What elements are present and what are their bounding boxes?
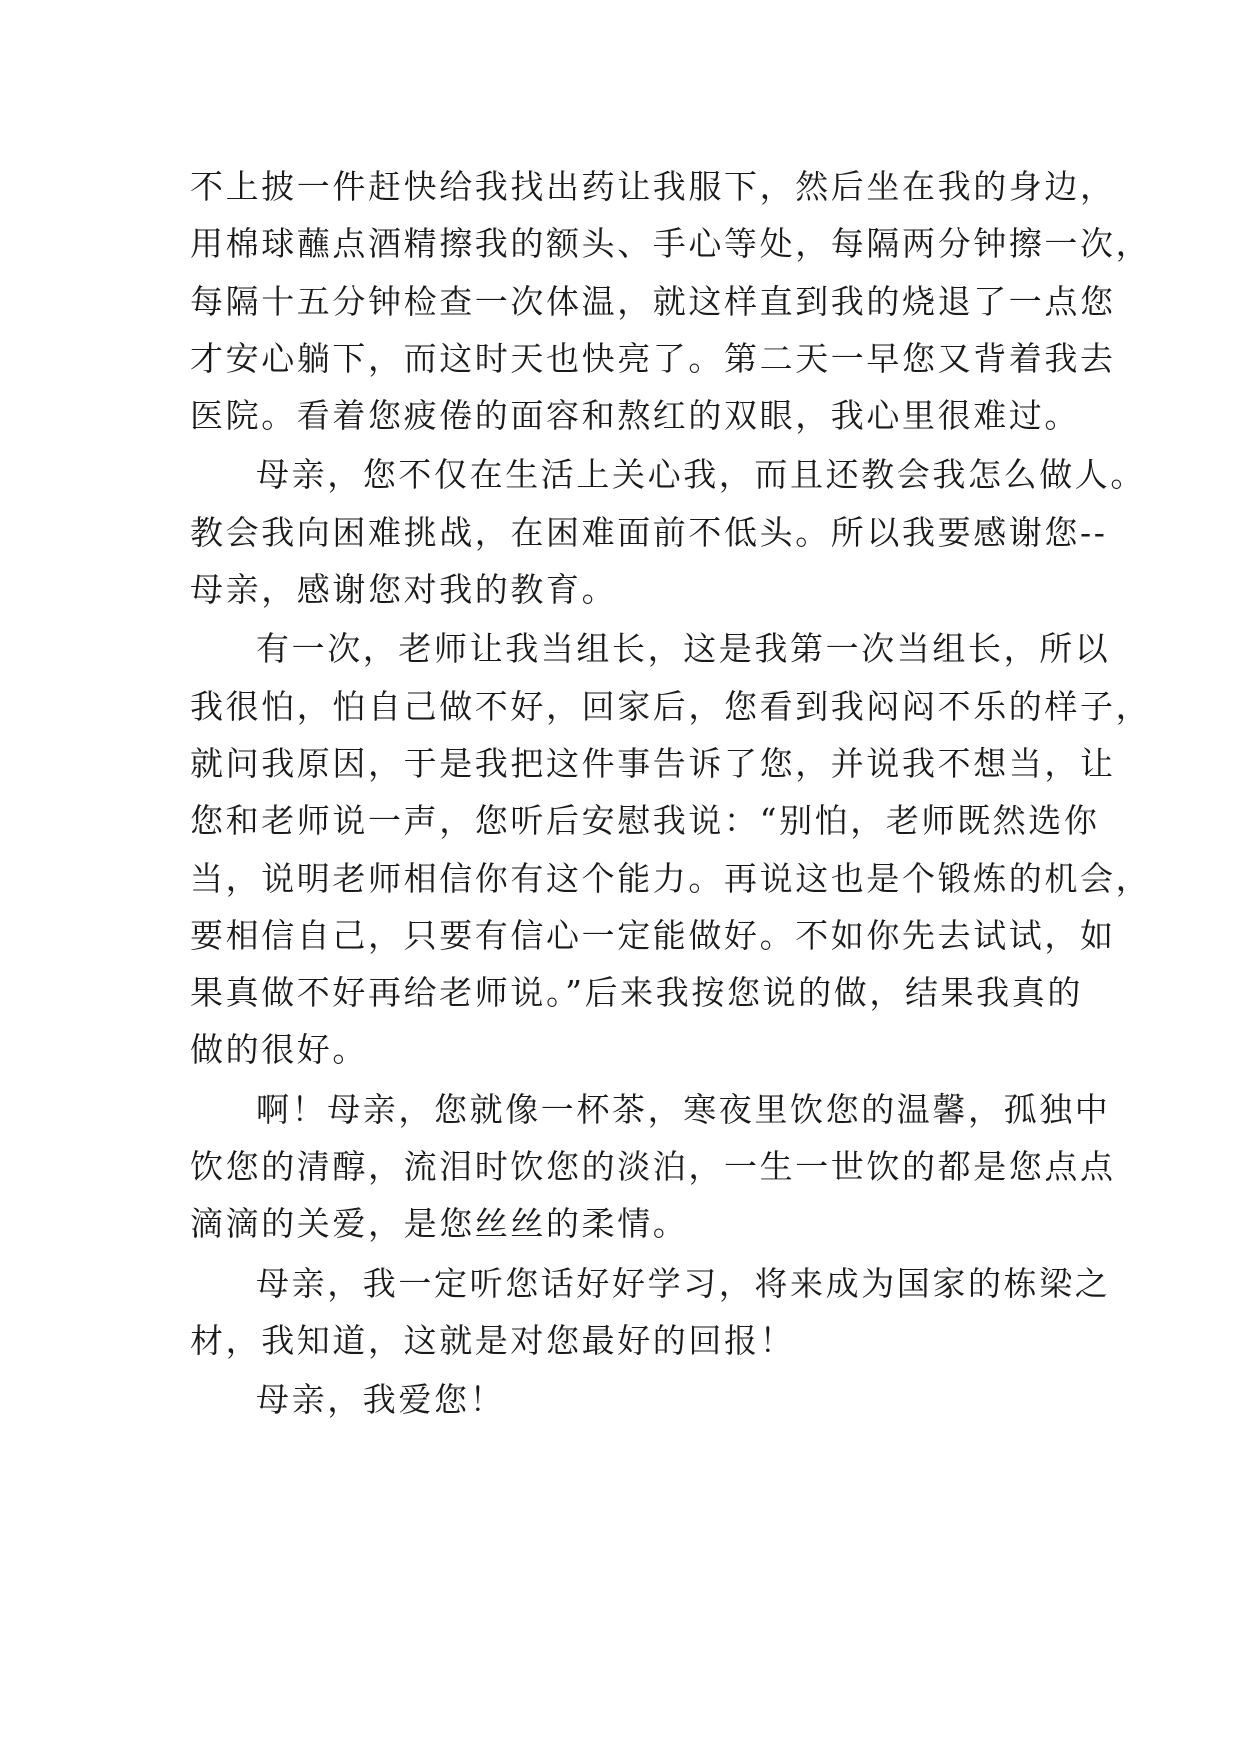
text-line-19: 滴滴的关爱，是您丝丝的柔情。 — [190, 1204, 689, 1244]
text-line-17: 啊！母亲，您就像一杯茶，寒夜里饮您的温馨，孤独中 — [256, 1089, 1111, 1129]
text-line-7: 教会我向困难挑战，在困难面前不低头。所以我要感谢您-- — [190, 512, 1108, 552]
text-line-4: 才安心躺下，而这时天也快亮了。第二天一早您又背着我去 — [190, 338, 1116, 378]
text-line-20: 母亲，我一定听您话好好学习，将来成为国家的栋梁之 — [256, 1263, 1111, 1303]
text-line-6: 母亲，您不仅在生活上关心我，而且还教会我怎么做人。 — [256, 455, 1146, 495]
text-line-1: 不上披一件赶快给我找出药让我服下，然后坐在我的身边， — [190, 167, 1116, 206]
text-line-12: 您和老师说一声，您听后安慰我说：“别怕，老师既然选你 — [190, 801, 1100, 841]
text-line-21: 材，我知道，这就是对您最好的回报！ — [190, 1320, 796, 1360]
text-line-11: 就问我原因，于是我把这件事告诉了您，并说我不想当，让 — [190, 743, 1116, 783]
text-line-13: 当，说明老师相信你有这个能力。再说这也是个锻炼的机会， — [190, 858, 1152, 898]
text-line-3: 每隔十五分钟检查一次体温，就这样直到我的烧退了一点您 — [190, 281, 1116, 321]
text-line-15: 果真做不好再给老师说。”后来我按您说的做，结果我真的 — [190, 973, 1083, 1013]
text-line-9: 有一次，老师让我当组长，这是我第一次当组长，所以 — [256, 629, 1111, 669]
text-line-14: 要相信自己，只要有信心一定能做好。不如你先去试试，如 — [190, 915, 1116, 955]
text-line-8: 母亲，感谢您对我的教育。 — [190, 570, 618, 610]
text-line-5: 医院。看着您疲倦的面容和熬红的双眼，我心里很难过。 — [190, 396, 1080, 436]
text-line-2: 用棉球蘸点酒精擦我的额头、手心等处，每隔两分钟擦一次， — [190, 224, 1152, 264]
text-line-10: 我很怕，怕自己做不好，回家后，您看到我闷闷不乐的样子， — [190, 686, 1152, 726]
text-line-18: 饮您的清醇，流泪时饮您的淡泊，一生一世饮的都是您点点 — [190, 1147, 1116, 1187]
text-line-22: 母亲，我爱您！ — [256, 1380, 506, 1420]
text-line-16: 做的很好。 — [190, 1030, 368, 1070]
body-text — [190, 158, 1152, 1429]
